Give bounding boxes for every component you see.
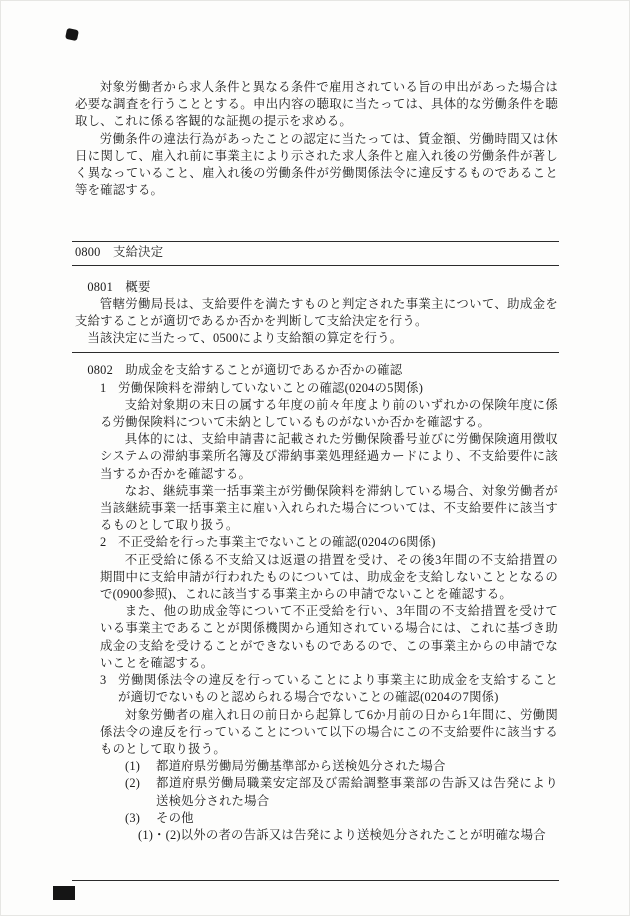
- item-heading: [100, 534, 558, 551]
- item-title: 労働保険料を滞納していないことの確認(0204の5関係): [118, 380, 424, 395]
- intro-paragraph: 労働条件の違法行為があったことの認定に当たっては、賃金額、労働時間又は休日に関して、雇入れ前に事業主により示された求人条件と雇入れ後の労働条件が著しく異なっていること、雇入れ後の労働条件が労働関係法令に違反するものであること等を確認する。: [75, 131, 558, 198]
- body-paragraph: 当該決定に当たって、0500により支給額の算定を行う。: [87, 331, 403, 346]
- item-heading: [100, 380, 558, 397]
- item-title: 労働関係法令の違反を行っていることにより事業主に助成金を支給することが適切でないものと認められる場合でないことの確認(0204の7関係): [118, 673, 558, 705]
- section-0801-heading: [87, 279, 558, 296]
- item-paragraph: 具体的には、支給申請書に記載された労働保険番号並びに労働保険適用徴収システムの滞納事業所名簿及び滞納事業処理経過カードにより、不支給要件に該当するか否かを確認する。: [100, 432, 558, 481]
- body-paragraph: 管轄労働局長は、支給要件を満たすものと判定された事業主について、助成金を支給することが適切であるか否かを判断して支給決定を行う。: [75, 296, 558, 329]
- section-divider: [72, 880, 559, 881]
- item-paragraph: 不正受給に係る不支給又は返還の措置を受け、その後3年間の不支給措置の期間中に支給申請が行われたものについては、助成金を支給しないこととなるので(0900参照)、これに該当する事業主からの申請でないことを確認する。: [100, 552, 558, 602]
- item-number: 1: [100, 380, 107, 395]
- item-number: 2: [100, 535, 107, 550]
- item-paragraph: また、他の助成金等について不正受給を行い、3年間の不支給措置を受けている事業主であることが関係機関から通知されている場合には、これに基づき助成金の支給を受けることができないものであるので、この事業主からの申請でないことを確認する。: [100, 604, 558, 670]
- sub-item-text: その他: [156, 810, 194, 825]
- scan-artifact-top-left: [65, 28, 79, 41]
- numbered-item: [100, 534, 558, 672]
- sub-item: [125, 758, 558, 775]
- section-number: 0800: [75, 245, 101, 260]
- sub-item: [125, 810, 558, 827]
- sub-item-note: (1)・(2)以外の者の告訴又は告発により送検処分されたことが明確な場合: [138, 827, 546, 842]
- document-content: [75, 79, 558, 881]
- sub-item: [125, 775, 558, 809]
- section-title: 支給決定: [112, 245, 164, 260]
- section-0802-heading: [87, 362, 558, 379]
- section-title: 概要: [125, 279, 151, 294]
- section-divider: [72, 352, 559, 353]
- sub-item-text: 都道府県労働局職業安定部及び需給調整事業部の告訴又は告発により送検処分された場合: [156, 776, 558, 808]
- scan-artifact-bottom-left: [53, 886, 75, 900]
- numbered-item: [100, 380, 558, 535]
- item-heading: [100, 672, 558, 706]
- section-number: 0802: [87, 363, 113, 378]
- sub-item-label: (1): [125, 759, 141, 774]
- intro-paragraph: 対象労働者から求人条件と異なる条件で雇用されている旨の申出があった場合は必要な調査を行うこととする。申出内容の聴取に当たっては、具体的な労働条件を聴取し、これに係る客観的な証拠の提示を求める。: [75, 80, 558, 129]
- item-title: 不正受給を行った事業主でないことの確認(0204の6関係): [118, 535, 436, 550]
- item-number: 3: [100, 673, 107, 688]
- section-divider: [72, 265, 559, 266]
- item-paragraph: 対象労働者の雇入れ日の前日から起算して6か月前の日から1年間に、労働関係法令の違反を行っていることについて以下の場合にこの不支給要件に該当するものとして取り扱う。: [100, 707, 558, 756]
- section-number: 0801: [87, 279, 113, 294]
- section-title: 助成金を支給することが適切であるか否かの確認: [125, 363, 403, 378]
- sub-item-label: (2): [125, 776, 141, 791]
- sub-item-text: 都道府県労働局労働基準部から送検処分された場合: [156, 759, 446, 774]
- item-paragraph: なお、継続事業一括事業主が労働保険料を滞納している場合、対象労働者が当該継続事業一括事業主に雇い入れられた場合については、不支給要件に該当するものとして取り扱う。: [100, 483, 558, 533]
- numbered-item: [100, 672, 558, 844]
- item-paragraph: 支給対象期の末日の属する年度の前々年度より前のいずれかの保険年度に係る労働保険料について未納としているものがないか否かを確認する。: [100, 397, 558, 430]
- sub-item-label: (3): [125, 810, 141, 825]
- section-0800-heading: [75, 244, 558, 261]
- section-divider: [72, 241, 559, 242]
